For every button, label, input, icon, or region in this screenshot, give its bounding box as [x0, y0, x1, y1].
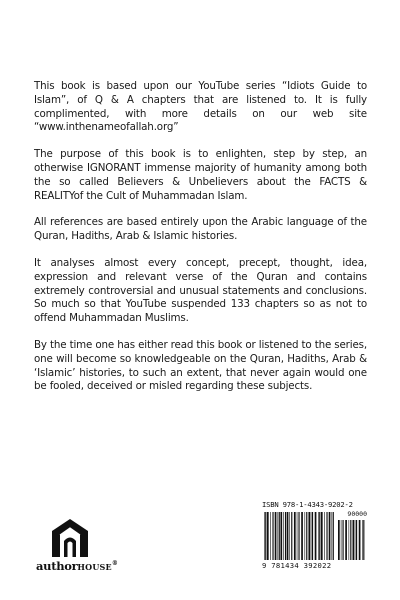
- barcode-bar: [311, 512, 312, 560]
- barcode-bar: [324, 512, 325, 560]
- barcode-bar: [265, 512, 266, 560]
- barcode-bar: [319, 512, 320, 560]
- registered-mark: ®: [111, 560, 118, 568]
- barcode-bar: [338, 520, 340, 560]
- barcode-bar: [329, 512, 331, 560]
- paragraph-5: By the time one has either read this book or listened to the series, one will become so knowledgeable on the Quran, Hadiths, Arab & ‘Islamic’ histories, to such an extent, that never again would one be fooled, deceived or misled regarding these subjects.: [34, 338, 367, 393]
- price-code: 90000: [347, 510, 367, 518]
- barcode-bar: [333, 512, 334, 560]
- barcode-bar: [291, 512, 292, 560]
- barcode-bar: [343, 520, 344, 560]
- publisher-name-author: author: [36, 559, 78, 573]
- barcode-bar: [318, 512, 319, 560]
- barcode-bar: [312, 512, 313, 560]
- paragraph-3: All references are based entirely upon the Arabic language of the Quran, Hadiths, Arab & Islamic histories.: [34, 216, 367, 243]
- barcode-bar: [270, 512, 271, 560]
- barcode-bar: [283, 512, 284, 560]
- barcode-bar: [355, 520, 356, 560]
- barcode-bar: [285, 512, 286, 560]
- barcode-bar: [321, 512, 323, 560]
- barcode-bar: [315, 512, 317, 560]
- barcode-bar: [353, 520, 355, 560]
- barcode-bar: [306, 512, 307, 560]
- barcode-bar: [363, 520, 364, 560]
- barcode-bar: [297, 512, 298, 560]
- barcode-bar: [359, 520, 361, 560]
- barcode-number: 9 781434 392022: [262, 561, 332, 570]
- barcode-bar: [301, 512, 303, 560]
- barcode-bar: [326, 512, 327, 560]
- barcode-bar: [278, 512, 279, 560]
- barcode-bar: [362, 520, 363, 560]
- barcode-bar: [279, 512, 280, 560]
- barcode-bar: [267, 512, 269, 560]
- barcode-bar: [275, 512, 277, 560]
- barcode-bar: [264, 512, 265, 560]
- barcode-bar: [349, 520, 350, 560]
- barcode-bar: [356, 520, 357, 560]
- publisher-name-house: HOUSE: [77, 562, 112, 572]
- barcode-bar: [289, 512, 290, 560]
- paragraph-1: This book is based upon our YouTube series “Idiots Guide to Islam”, of Q & A chapters that are listened to. It is fully complimented, with more details on our web site “www.inthenameofallah.org”: [34, 80, 367, 134]
- publisher-name: [36, 559, 118, 573]
- barcode-bar: [294, 512, 296, 560]
- paragraph-2: The purpose of this book is to enlighten, step by step, an otherwise IGNORANT immense majority of humanity among both the so called Believers & Unbelievers about the FACTS & REALITYof the Cult of Muhammadan Islam.: [34, 148, 367, 202]
- barcode-bar: [332, 512, 333, 560]
- barcode-bar: [305, 512, 306, 560]
- barcode-bar: [345, 520, 347, 560]
- paragraph-4: It analyses almost every concept, precept, thought, idea, expression and relevant verse of the Quran and contains extremely controversial and unusual statements and conclusions. So much so that YouTube suspended 133 chapters so as not to offend Muhammadan Muslims.: [34, 256, 367, 325]
- barcode-bar: [341, 520, 342, 560]
- barcode-bar: [298, 512, 299, 560]
- back-cover-text: [34, 80, 367, 407]
- isbn-barcode: [262, 500, 367, 572]
- publisher-logo: [36, 515, 116, 575]
- barcode-bar: [350, 520, 351, 560]
- barcode-bar: [308, 512, 310, 560]
- authorhouse-logo-icon: [48, 515, 92, 559]
- isbn-label: ISBN 978-1-4343-9202-2: [262, 500, 353, 509]
- barcode-bar: [280, 512, 282, 560]
- barcode-bar: [272, 512, 273, 560]
- barcode-bar: [287, 512, 289, 560]
